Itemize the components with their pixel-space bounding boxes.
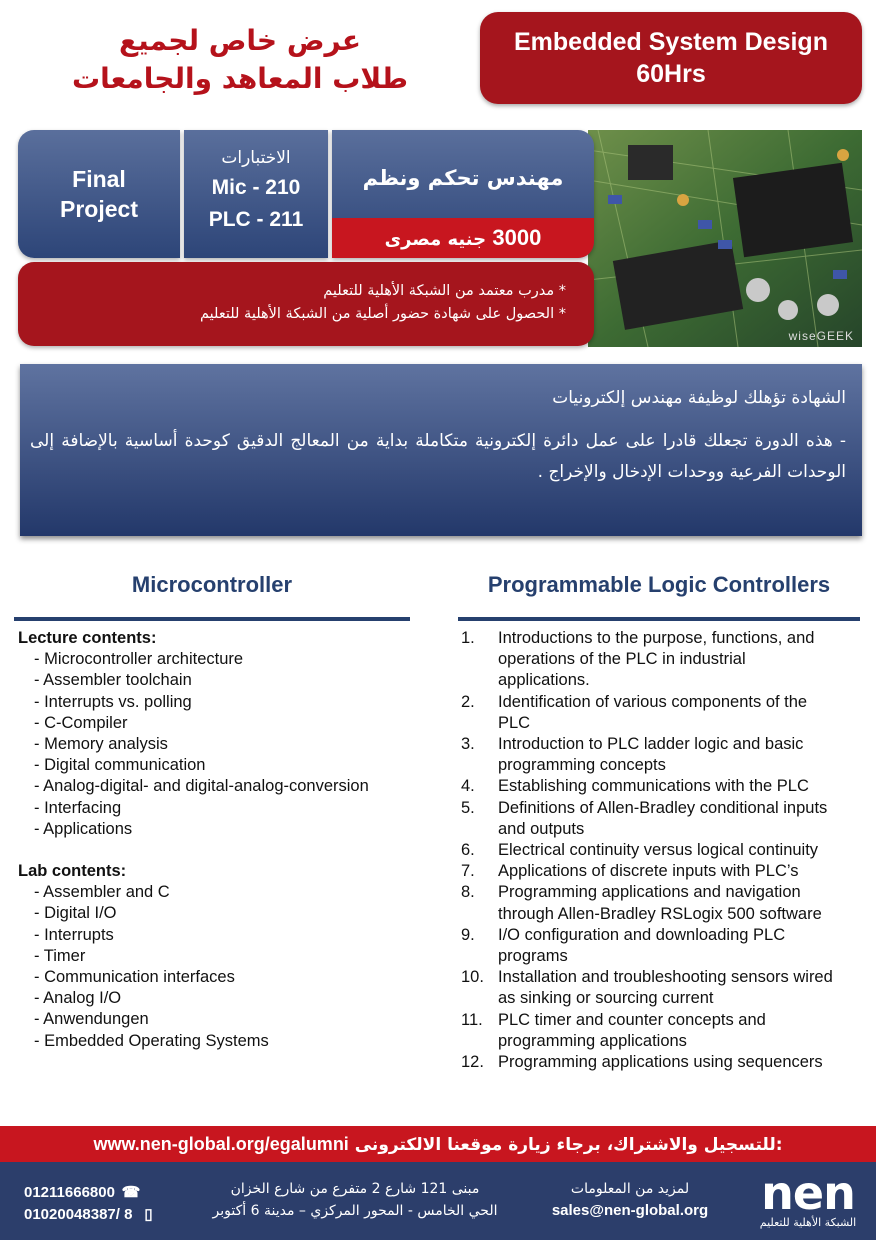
plc-item-text [498,776,809,797]
lecture-item: - Interfacing [34,798,122,817]
plc-item-number: 1. [461,629,475,647]
plc-item-text [498,692,807,734]
lecture-item: - Digital communication [34,756,206,775]
course-description [20,364,862,536]
special-offer [60,22,420,98]
plc-item-text [498,925,785,967]
plc-item-number: 10. [461,968,484,987]
info-label: لمزيد من المعلومات [570,1181,690,1197]
plc-item-line: PLC timer and counter concepts and [498,1010,766,1029]
price-unit: جنيه مصرى [384,229,487,250]
lab-item: - Embedded Operating Systems [34,1031,269,1050]
lab-item: - Anwendungen [34,1010,149,1029]
phone-number-2: 01020048387/ 8 [24,1206,133,1223]
list-spacer [18,840,418,861]
plc-item-number: 8. [461,883,475,902]
lecture-item: - C-Compiler [34,713,128,732]
mobile-phone-icon: ▯ [144,1206,153,1223]
address-line-2: الحي الخامس - المحور المركزي – مدينة 6 أكتوبر [212,1203,498,1219]
circuit-board-photo [588,130,862,347]
lecture-item: - Interrupts vs. polling [34,692,192,711]
plc-item-number: 12. [461,1053,484,1072]
circuit-board-illustration [588,130,862,347]
plc-item-text [498,967,833,1009]
plc-item-text [498,840,818,861]
plc-item-text [498,798,827,840]
registration-text: للتسجيل والاشتراك، برجاء زيارة موقعنا الالكترونى: [354,1135,783,1155]
lab-item: - Timer [34,946,86,965]
plc-item-line: programming applications [498,1031,687,1050]
lecture-item: - Applications [34,819,133,838]
plc-item-line: Identification of various components of the [498,692,808,711]
plc-list-item [461,776,863,797]
course-title: Embedded System Design [514,28,828,56]
microcontroller-header [14,572,410,621]
exam-code-plc: PLC - 211 [208,208,304,231]
microcontroller-title: Microcontroller [131,572,293,597]
plc-list-item [461,692,863,734]
plc-item-line: PLC [498,713,531,732]
plc-item-number: 4. [461,777,475,796]
job-panel [332,130,594,258]
final-project-line-2: Project [60,196,138,222]
plc-item-line: Applications of discrete inputs with PLC’s [498,862,799,881]
photo-watermark: wiseGEEK [788,329,854,343]
plc-item-number: 11. [461,1010,483,1029]
address [190,1178,520,1222]
plc-list-item [461,882,863,924]
lab-item: - Communication interfaces [34,968,235,987]
registration-url[interactable]: www.nen-global.org/egalumni [93,1134,349,1154]
plc-item-line: through Allen-Bradley RSLogix 500 software [498,904,822,923]
plc-item-line: Installation and troubleshooting sensors wired [498,968,833,987]
plc-item-line: operations of the PLC in industrial [498,650,746,669]
lab-item: - Interrupts [34,925,114,944]
plc-item-line: and outputs [498,819,585,838]
microcontroller-divider [14,617,410,621]
plc-item-line: Establishing communications with the PLC [498,777,809,796]
registration-bar [0,1126,876,1162]
nen-logo [752,1166,864,1229]
contact-info [520,1178,740,1222]
plc-item-number: 6. [461,841,475,860]
plc-divider [458,617,860,621]
plc-list-item [461,628,863,692]
plc-item-text [498,1052,823,1073]
lecture-item: - Analog-digital- and digital-analog-conversion [34,777,369,796]
description-heading: الشهادة تؤهلك لوظيفة مهندس إلكترونيات [552,388,846,408]
plc-contents [461,628,863,1073]
plc-title: Programmable Logic Controllers [487,572,831,597]
plc-list-item [461,1010,863,1052]
address-line-1: مبنى 121 شارع 2 متفرع من شارع الخزان [230,1181,480,1197]
plc-item-line: Programming applications and navigation [498,883,801,902]
note-certificate: * الحصول على شهادة حضور أصلية من الشبكة الأهلية للتعليم [200,306,566,322]
note-trainer: * مدرب معتمد من الشبكة الأهلية للتعليم [323,283,566,299]
plc-item-text [498,861,799,882]
plc-item-number: 7. [461,862,475,881]
lecture-item: - Assembler toolchain [34,671,192,690]
lecture-item: - Memory analysis [34,735,168,754]
plc-list-item [461,1052,863,1073]
job-title: مهندس تحكم ونظم [362,166,564,190]
plc-item-text [498,882,822,924]
lab-item: - Assembler and C [34,883,170,902]
microcontroller-contents [18,628,418,1052]
plc-item-line: programming concepts [498,756,666,775]
plc-item-line: as sinking or sourcing current [498,989,714,1008]
plc-list-item [461,840,863,861]
course-title-box [480,12,862,104]
description-body: - هذه الدورة تجعلك قادرا على عمل دائرة إلكترونية متكاملة بداية من المعالج الدقيق كوحدة أساسية بالإضافة إلى الوحدات الفرعية ووحدات الإدخال والإخراج . [30,431,846,482]
plc-list-item [461,925,863,967]
phone-icon: ☎ [121,1184,141,1201]
plc-item-text [498,734,803,776]
lecture-item: - Microcontroller architecture [34,650,244,669]
price-badge [332,218,594,258]
course-hours: 60Hrs [636,60,706,88]
phone-number-1: 01211666800 [24,1184,115,1201]
plc-item-line: Introductions to the purpose, functions, and [498,629,815,647]
plc-list-item [461,967,863,1009]
plc-header [458,572,860,621]
plc-item-line: Introduction to PLC ladder logic and basic [498,735,804,754]
price-number: 3000 [492,225,542,250]
plc-item-number: 3. [461,735,475,754]
plc-list-item [461,734,863,776]
offer-line-2: طلاب المعاهد والجامعات [71,62,409,95]
lab-item: - Analog I/O [34,989,122,1008]
plc-item-line: Electrical continuity versus logical continuity [498,841,819,860]
offer-line-1: عرض خاص لجميع [118,24,362,57]
final-project-line-1: Final [72,166,126,192]
accreditation-notes [18,262,594,346]
plc-list-item [461,861,863,882]
contact-bar [0,1162,876,1240]
plc-item-line: I/O configuration and downloading PLC [498,925,786,944]
plc-item-text [498,1010,766,1052]
plc-item-text [498,628,814,692]
plc-item-line: applications. [498,671,590,690]
contact-email[interactable]: sales@nen-global.org [551,1202,709,1219]
logo-subtitle: الشبكة الأهلية للتعليم [759,1216,857,1229]
lecture-heading: Lecture contents: [18,629,157,647]
plc-list-item [461,798,863,840]
logo-word: nen [761,1166,855,1220]
exams-panel [184,130,328,258]
final-project-panel [18,130,180,258]
lab-heading: Lab contents: [18,862,127,881]
plc-item-number: 5. [461,798,475,817]
plc-item-number: 2. [461,692,475,711]
plc-item-number: 9. [461,925,475,944]
exams-label: الاختبارات [221,148,291,168]
plc-item-line: programs [498,947,568,966]
phone-numbers [24,1182,158,1226]
exam-code-mic: Mic - 210 [211,176,301,199]
plc-item-line: Programming applications using sequencers [498,1053,823,1072]
plc-item-line: Definitions of Allen-Bradley conditional inputs [498,798,828,817]
lab-item: - Digital I/O [34,904,117,923]
